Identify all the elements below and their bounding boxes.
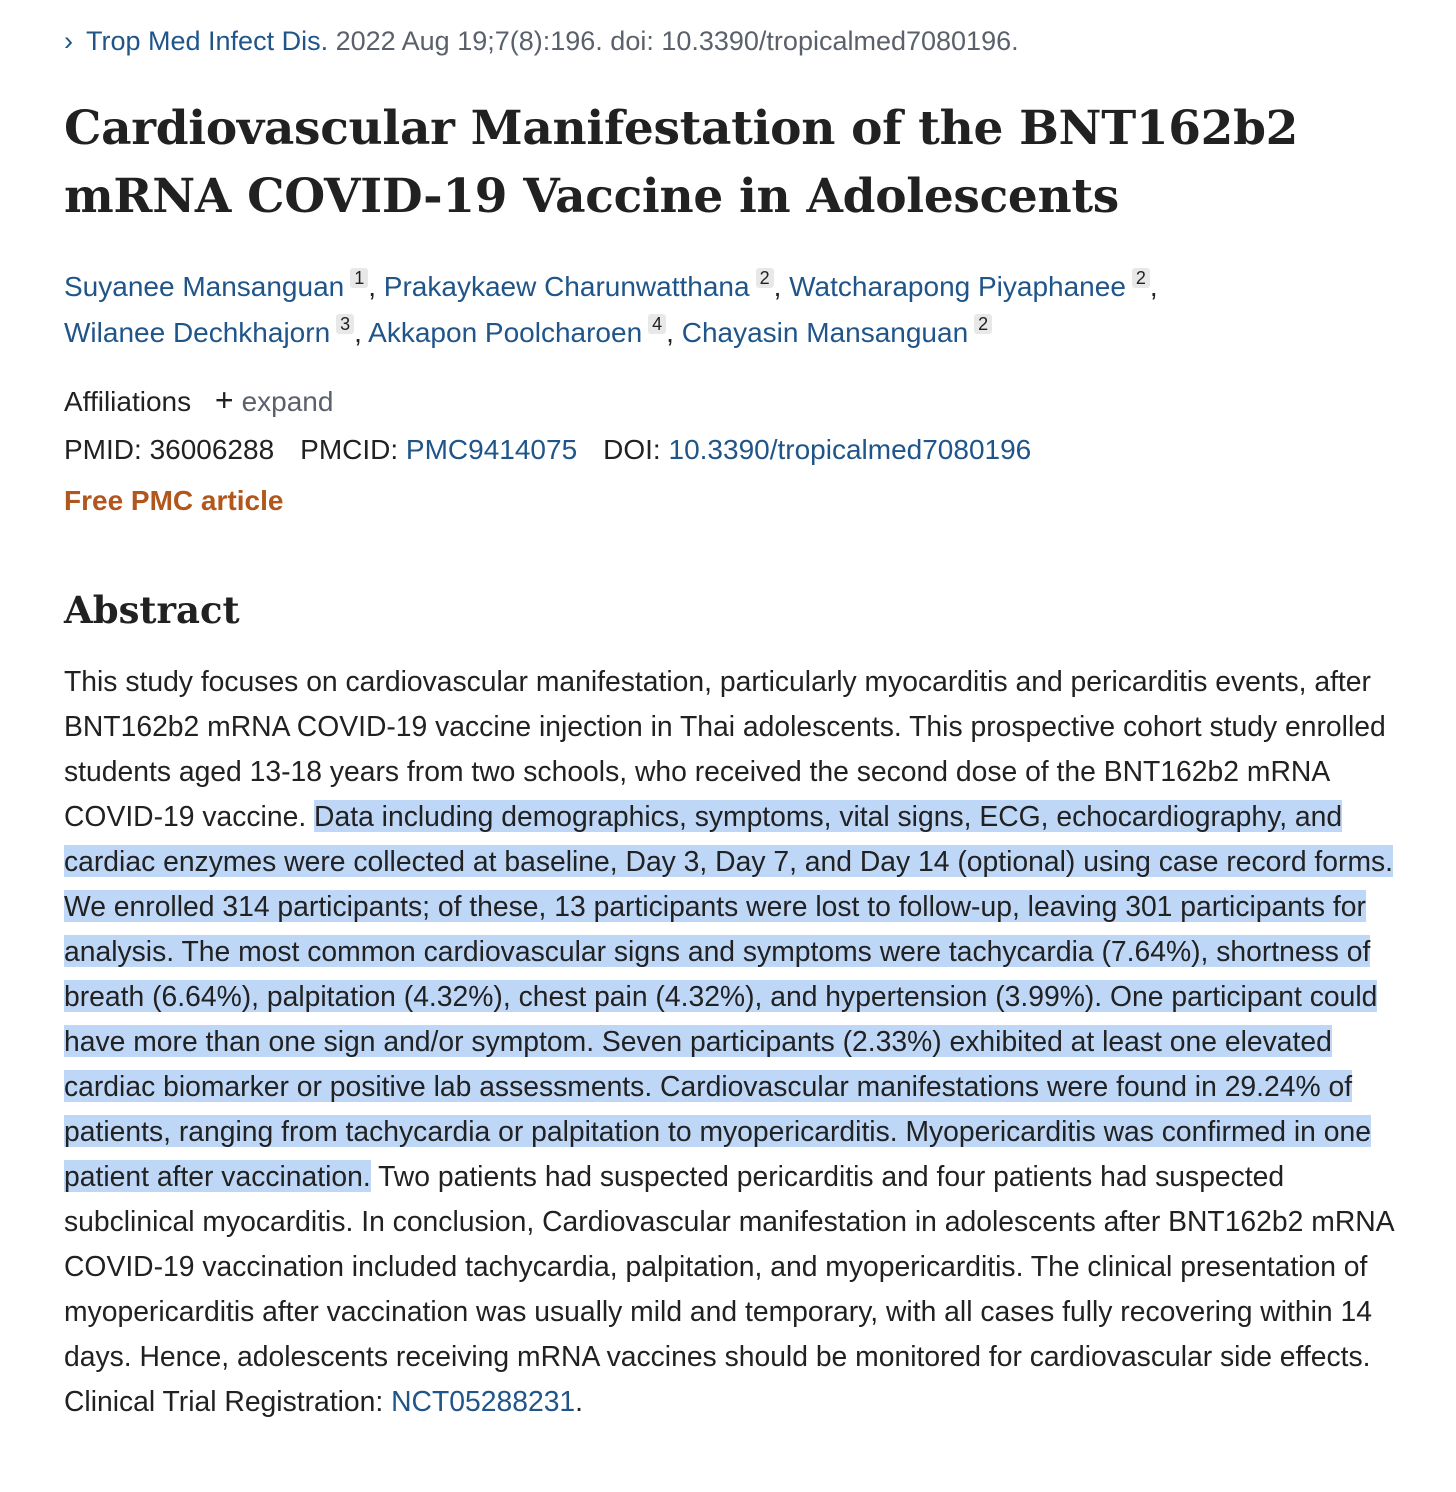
expand-affiliations-button[interactable] (214, 382, 334, 418)
identifiers-row (64, 428, 1057, 472)
author-list: Suyanee Mansanguan 1 , Prakaykaew Charunwatthana 2 , Watcharapong Piyaphanee 2 , Wilanee Dechkhajorn 3 , Akkapon Poolcharoen 4 , Chayasin Mansanguan 2 (64, 268, 1158, 348)
abstract-part-2: Two patients had suspected pericarditis and four patients had suspected subclinical myocarditis. In conclusion, Cardiovascular manifestation in adolescents after BNT162b2 mRNA COVID-19 vaccination included tachycardia, palpitation, and myopericarditis. The clinical presentation of myopericarditis after vaccination was usually mild and temporary, with all cases fully recovering within 14 days. Hence, adolescents receiving mRNA vaccines should be monitored for cardiovascular side effects. Clinical Trial Registration: (64, 1160, 1394, 1417)
affiliations-row (64, 378, 333, 424)
abstract-text (64, 659, 1414, 1424)
abstract-part-1: This study focuses on cardiovascular manifestation, particularly myocarditis and pericarditis events, after BNT162b2 mRNA COVID-19 vaccine injection in Thai adolescents. This prospective cohort study enrolled students aged 13-18 years from two schools, who received the second dose of the BNT162b2 mRNA COVID-19 vaccine. (64, 665, 1386, 832)
author-link[interactable]: Chayasin Mansanguan (681, 317, 969, 348)
author-link[interactable]: Prakaykaew Charunwatthana (383, 271, 750, 302)
affiliation-number[interactable]: 3 (336, 314, 354, 334)
chevron-right-icon[interactable]: › (64, 26, 73, 56)
pmcid-label: PMCID: (300, 434, 399, 465)
plus-icon: + (214, 382, 234, 418)
article-title: Cardiovascular Manifestation of the BNT162b2 mRNA COVID-19 Vaccine in Adolescents (64, 101, 1299, 224)
affiliation-number[interactable]: 2 (1132, 268, 1150, 288)
abstract-heading: Abstract (64, 588, 240, 632)
expand-label: expand (241, 386, 334, 417)
doi-label: DOI: (603, 434, 661, 465)
abstract-end: . (575, 1385, 584, 1417)
affiliation-number[interactable]: 2 (756, 268, 774, 288)
author-link[interactable]: Akkapon Poolcharoen (368, 317, 643, 348)
doi-group (603, 434, 1031, 465)
author-link[interactable]: Wilanee Dechkhajorn (64, 317, 331, 348)
pmcid-link[interactable]: PMC9414075 (405, 434, 578, 465)
citation-line (64, 20, 1019, 62)
affiliation-number[interactable]: 2 (974, 314, 992, 334)
author-link[interactable]: Watcharapong Piyaphanee (789, 271, 1126, 302)
journal-link[interactable]: Trop Med Infect Dis. (86, 26, 329, 56)
affiliations-label: Affiliations (64, 386, 192, 417)
affiliation-number[interactable]: 1 (350, 268, 368, 288)
pmid-value: 36006288 (149, 434, 275, 465)
pmid-group (64, 434, 274, 465)
author-link[interactable]: Suyanee Mansanguan (64, 271, 345, 302)
pmcid-group (300, 434, 577, 465)
citation-details: 2022 Aug 19;7(8):196. doi: 10.3390/tropicalmed7080196. (328, 26, 1019, 56)
free-pmc-article-link[interactable]: Free PMC article (64, 485, 284, 516)
doi-link[interactable]: 10.3390/tropicalmed7080196 (668, 434, 1032, 465)
affiliation-number[interactable]: 4 (648, 314, 666, 334)
pmid-label: PMID: (64, 434, 142, 465)
selected-text[interactable]: Data including demographics, symptoms, vital signs, ECG, echocardiography, and cardiac enzymes were collected at baseline, Day 3, Day 7, and Day 14 (optional) using case record forms. We enrolled 314 participants; of these, 13 participants were lost to follow-up, leaving 301 participants for analysis. The most common cardiovascular signs and symptoms were tachycardia (7.64%), shortness of breath (6.64%), palpitation (4.32%), chest pain (4.32%), and hypertension (3.99%). One participant could have more than one sign and/or symptom. Seven participants (2.33%) exhibited at least one elevated cardiac biomarker or positive lab assessments. Cardiovascular manifestations were found in 29.24% of patients, ranging from tachycardia or palpitation to myopericarditis. Myopericarditis was confirmed in one patient after vaccination. (64, 800, 1394, 1192)
clinical-trial-link[interactable]: NCT05288231 (391, 1385, 576, 1417)
